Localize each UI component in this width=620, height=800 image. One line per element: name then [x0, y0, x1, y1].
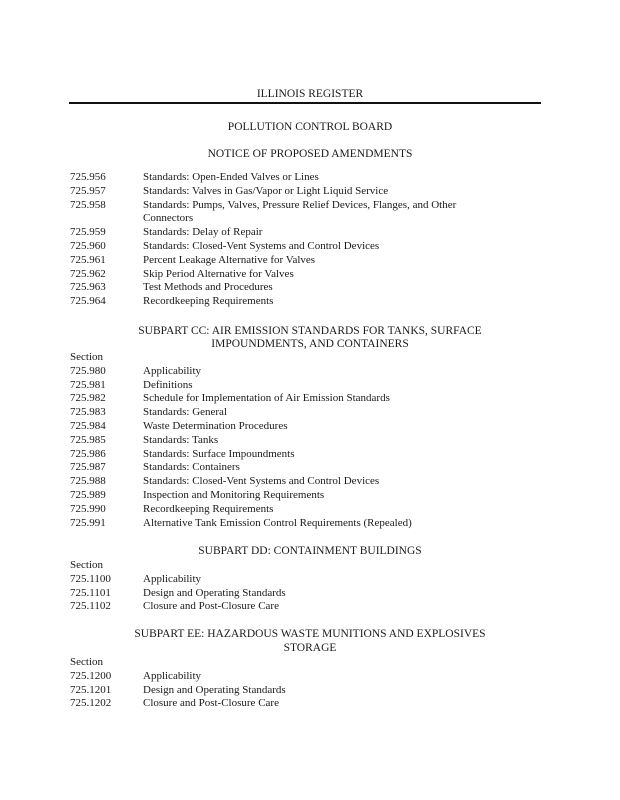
- list-item: [70, 199, 540, 227]
- section-number: 725.1102: [70, 600, 111, 613]
- subpart-cc-list: [70, 351, 540, 530]
- list-item: [70, 434, 540, 448]
- notice-title: NOTICE OF PROPOSED AMENDMENTS: [207, 148, 413, 160]
- section-number: 725.991: [70, 516, 106, 529]
- section-title: Standards: Open-Ended Valves or Lines: [143, 171, 319, 183]
- header-rule: [69, 102, 541, 104]
- section-number: 725.1100: [70, 572, 111, 585]
- section-title: Standards: Valves in Gas/Vapor or Light Liquid Service: [143, 184, 389, 197]
- list-item: [70, 697, 540, 711]
- section-number: 725.964: [70, 295, 106, 308]
- section-number: 725.1101: [70, 586, 111, 599]
- section-number: 725.986: [70, 447, 106, 460]
- list-item: [70, 670, 540, 684]
- top-section-list: [70, 171, 540, 309]
- section-number: 725.961: [70, 253, 106, 266]
- list-item: [70, 240, 540, 254]
- section-number: 725.985: [70, 433, 106, 446]
- section-number: 725.1202: [70, 697, 112, 710]
- section-title: Standards: Closed-Vent Systems and Control Devices: [143, 475, 380, 488]
- section-number: 725.984: [70, 419, 106, 432]
- list-item: [70, 365, 540, 379]
- section-number: 725.1200: [70, 669, 112, 682]
- board-name: POLLUTION CONTROL BOARD: [227, 121, 393, 133]
- list-item: [70, 587, 540, 601]
- section-title: Standards: Pumps, Valves, Pressure Relief Devices, Flanges, and Other Connectors: [143, 198, 457, 225]
- list-item: [70, 295, 540, 309]
- list-item: [70, 600, 540, 614]
- section-title: Standards: Tanks: [143, 433, 219, 446]
- subpart-dd-heading: SUBPART DD: CONTAINMENT BUILDINGS: [198, 545, 422, 557]
- list-item: [70, 461, 540, 475]
- section-title: Applicability: [143, 572, 202, 585]
- list-item: [70, 448, 540, 462]
- list-item: [70, 573, 540, 587]
- list-item: [70, 475, 540, 489]
- list-item: [70, 406, 540, 420]
- section-title: Waste Determination Procedures: [143, 419, 288, 432]
- list-item: [70, 489, 540, 503]
- list-item: [70, 226, 540, 240]
- section-title: Inspection and Monitoring Requirements: [143, 488, 325, 501]
- list-item: [70, 379, 540, 393]
- list-item: [70, 503, 540, 517]
- section-number: 725.980: [70, 364, 106, 377]
- section-number: 725.956: [70, 171, 106, 183]
- section-title: Closure and Post-Closure Care: [143, 697, 279, 710]
- section-title: Standards: Delay of Repair: [143, 226, 263, 239]
- section-title: Applicability: [143, 364, 202, 377]
- section-number: 725.988: [70, 475, 106, 488]
- section-label: Section: [70, 559, 103, 571]
- list-item: [70, 420, 540, 434]
- subpart-ee-list: [70, 656, 540, 711]
- section-title: Applicability: [143, 669, 202, 682]
- list-item: [70, 684, 540, 698]
- list-item: [70, 517, 540, 531]
- section-title: Percent Leakage Alternative for Valves: [143, 253, 316, 266]
- section-title: Recordkeeping Requirements: [143, 295, 274, 308]
- section-number: 725.957: [70, 184, 106, 197]
- section-number: 725.990: [70, 502, 106, 515]
- section-title: Definitions: [143, 378, 193, 391]
- section-title: Closure and Post-Closure Care: [143, 600, 279, 613]
- section-title: Standards: Closed-Vent Systems and Control Devices: [143, 239, 380, 252]
- section-title: Schedule for Implementation of Air Emission Standards: [143, 392, 390, 405]
- section-number: 725.963: [70, 281, 106, 294]
- section-number: 725.987: [70, 461, 106, 474]
- section-label: Section: [70, 656, 103, 668]
- section-title: Design and Operating Standards: [143, 586, 286, 599]
- section-title: Skip Period Alternative for Valves: [143, 267, 294, 280]
- section-number: 725.981: [70, 378, 106, 391]
- section-title: Standards: Surface Impoundments: [143, 447, 295, 460]
- subpart-cc-heading-line2: IMPOUNDMENTS, AND CONTAINERS: [211, 338, 409, 350]
- list-item: [70, 171, 540, 185]
- list-item: [70, 254, 540, 268]
- subpart-dd-list: [70, 559, 540, 614]
- register-title: ILLINOIS REGISTER: [256, 88, 364, 100]
- section-number: 725.959: [70, 226, 106, 239]
- subpart-ee-heading-line1: SUBPART EE: HAZARDOUS WASTE MUNITIONS AND EXPLOSIVES: [134, 628, 486, 640]
- section-number: 725.982: [70, 392, 106, 405]
- section-title: Design and Operating Standards: [143, 683, 286, 696]
- section-title: Test Methods and Procedures: [143, 281, 273, 294]
- section-title: Standards: General: [143, 406, 227, 419]
- subpart-cc-heading-line1: SUBPART CC: AIR EMISSION STANDARDS FOR TANKS, SURFACE: [138, 325, 482, 337]
- section-number: 725.962: [70, 267, 106, 280]
- section-label: Section: [70, 351, 103, 363]
- section-title: Standards: Containers: [143, 461, 240, 474]
- section-number: 725.983: [70, 406, 106, 419]
- section-number: 725.960: [70, 239, 106, 252]
- section-title: Alternative Tank Emission Control Requirements (Repealed): [143, 516, 412, 529]
- section-number: 725.1201: [70, 683, 112, 696]
- list-item: [70, 392, 540, 406]
- section-title: Recordkeeping Requirements: [143, 502, 274, 515]
- subpart-ee-heading-line2: STORAGE: [283, 642, 337, 654]
- list-item: [70, 185, 540, 199]
- section-number: 725.989: [70, 488, 106, 501]
- section-number: 725.958: [70, 198, 106, 211]
- list-item: [70, 268, 540, 282]
- list-item: [70, 281, 540, 295]
